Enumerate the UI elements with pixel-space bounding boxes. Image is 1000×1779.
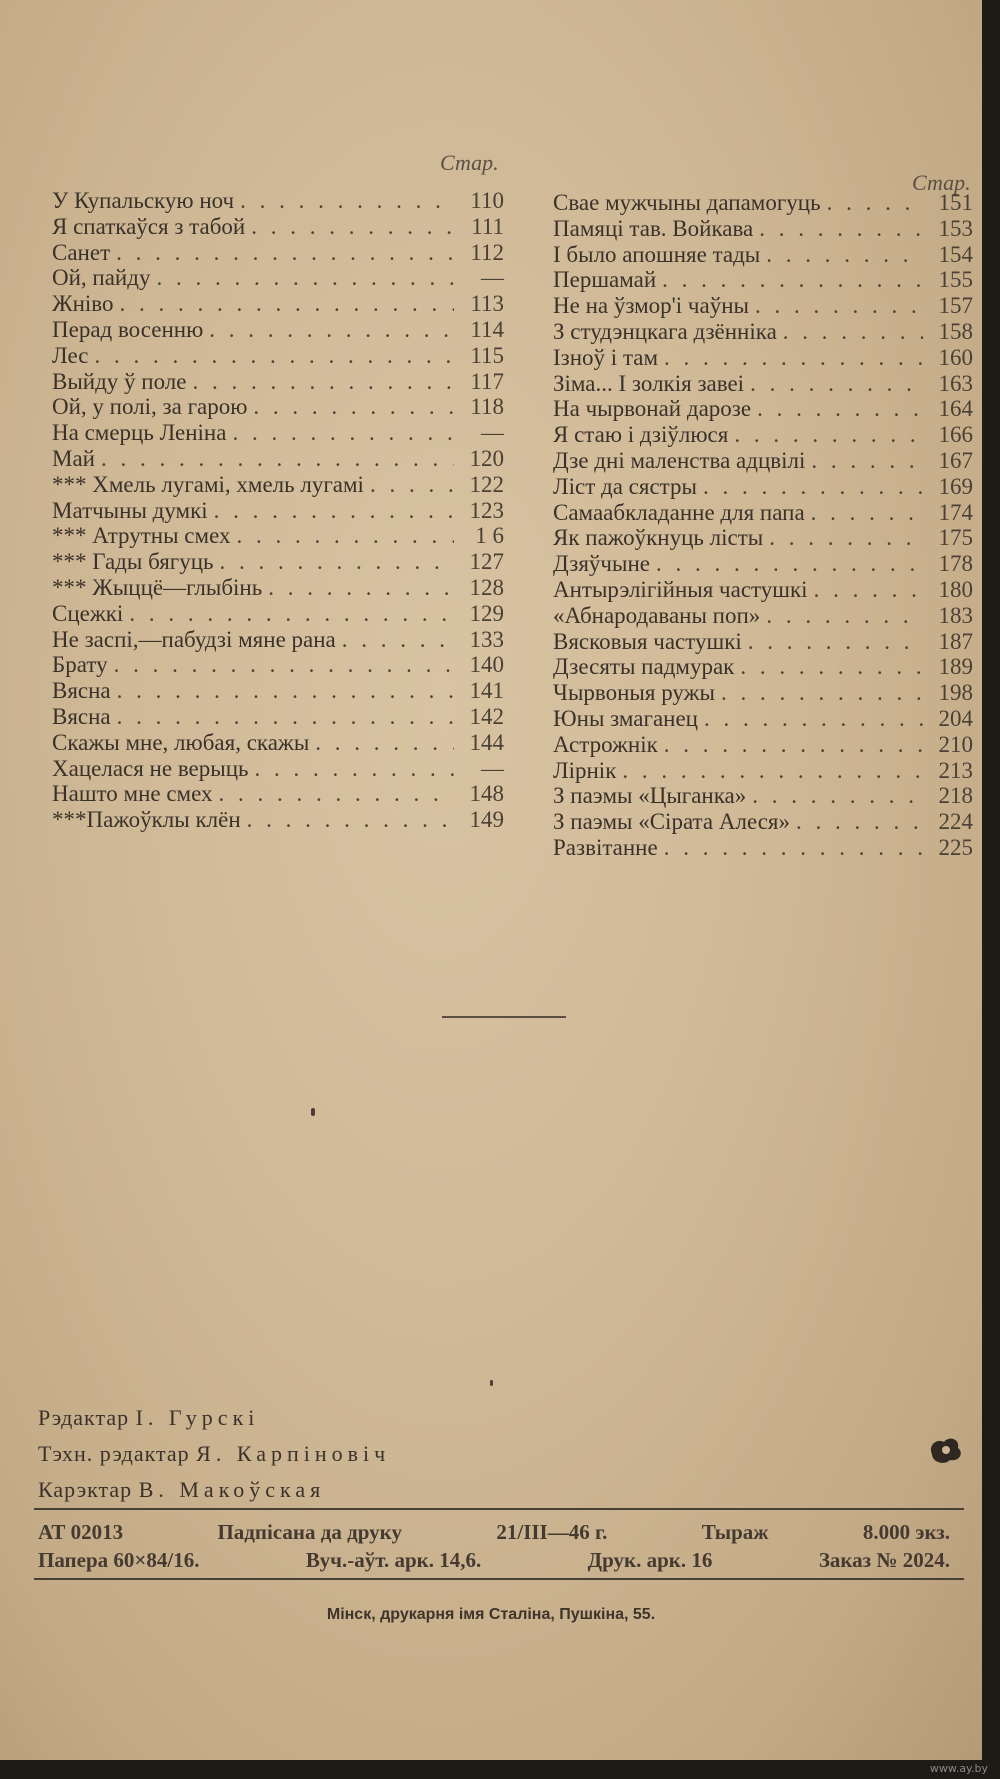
toc-entry-page: —: [481, 265, 504, 291]
toc-entry: [553, 525, 973, 551]
toc-entry-title: Астрожнік: [553, 731, 658, 757]
toc-leader-dots: [232, 420, 454, 446]
toc-leader-dots: [740, 654, 923, 680]
toc-entry: [52, 730, 504, 756]
toc-entry-title: З паэмы «Сірата Алеся»: [553, 809, 791, 835]
toc-entry: [52, 756, 504, 782]
toc-leader-dots: [247, 807, 454, 833]
toc-leader-dots: [662, 267, 923, 293]
toc-entry-title: Дзесяты падмурак: [553, 654, 735, 680]
toc-entry-title: Хацелася не верыць: [52, 755, 249, 781]
toc-leader-dots: [101, 446, 454, 472]
toc-entry-title: Перад восенню: [52, 316, 204, 342]
toc-entry-page: 148: [469, 781, 504, 807]
imprint-field: Тыраж: [701, 1520, 769, 1544]
toc-leader-dots: [664, 835, 923, 861]
toc-entry-title: На чырвонай дарозе: [553, 396, 752, 422]
toc-leader-dots: [94, 343, 454, 369]
toc-leader-dots: [156, 265, 454, 291]
toc-entry-title: Санет: [52, 239, 111, 265]
credit-name: В. Макоўская: [138, 1477, 326, 1502]
toc-leader-dots: [116, 240, 454, 266]
toc-leader-dots: [796, 809, 923, 835]
toc-entry: [553, 654, 973, 680]
toc-entry-title: *** Хмель лугамі, хмель лугамі: [52, 471, 364, 497]
imprint-field: АТ 02013: [38, 1520, 124, 1544]
toc-entry-title: Зіма... І золкія завеі: [553, 370, 745, 396]
toc-entry-page: 141: [469, 678, 504, 704]
toc-entry-title: Дзяўчыне: [553, 551, 650, 577]
credit-label: Карэктар: [38, 1477, 133, 1502]
toc-entry: [52, 549, 504, 575]
toc-entry-title: Я стаю і дзіўлюся: [553, 422, 729, 448]
toc-leader-dots: [734, 422, 923, 448]
toc-entry-title: Антырэлігійныя частушкі: [553, 576, 808, 602]
toc-entry-page: 158: [938, 318, 973, 344]
toc-entry-page: 169: [938, 473, 973, 499]
toc-entry: [52, 394, 504, 420]
toc-entry-title: Самаабкладанне для папа: [553, 499, 805, 525]
toc-entry-page: 144: [469, 729, 504, 755]
toc-entry: [52, 807, 504, 833]
toc-entry-page: 198: [938, 680, 973, 706]
toc-entry-page: 140: [469, 652, 504, 678]
toc-leader-dots: [236, 523, 454, 549]
toc-entry-title: Нашто мне смех: [52, 781, 213, 807]
toc-entry-title: Ліст да сястры: [553, 473, 697, 499]
toc-leader-dots: [370, 472, 454, 498]
toc-entry-page: 142: [469, 703, 504, 729]
toc-entry-title: Лірнік: [553, 757, 617, 783]
page-column-header-left: Стар.: [440, 150, 499, 175]
toc-leader-dots: [255, 756, 454, 782]
toc-entry: [553, 603, 973, 629]
toc-entry: [553, 835, 973, 861]
toc-entry: [52, 188, 504, 214]
toc-entry-page: 160: [938, 344, 973, 370]
imprint-rule-bottom: [34, 1578, 964, 1580]
toc-entry: [553, 319, 973, 345]
credit-editor: [38, 1400, 390, 1436]
toc-entry-page: 115: [470, 342, 504, 368]
toc-entry-title: Ой, пайду: [52, 265, 151, 291]
toc-entry: [553, 242, 973, 268]
toc-entry-title: *** Атрутны смех: [52, 523, 231, 549]
toc-right-column: [553, 190, 973, 861]
toc-entry-title: Чырвоныя ружы: [553, 680, 715, 706]
toc-entry-page: 213: [938, 757, 973, 783]
toc-leader-dots: [664, 345, 923, 371]
credits-block: [38, 1400, 390, 1508]
toc-leader-dots: [220, 549, 454, 575]
toc-leader-dots: [315, 730, 454, 756]
toc-entry-title: У Купальскую ноч: [52, 188, 235, 213]
toc-leader-dots: [342, 627, 454, 653]
toc-leader-dots: [656, 551, 923, 577]
toc-leader-dots: [755, 293, 923, 319]
imprint-field: Папера 60×84/16.: [38, 1548, 200, 1572]
toc-entry: [52, 652, 504, 678]
imprint-line-1: [38, 1520, 950, 1545]
toc-entry-title: Вясна: [52, 678, 111, 704]
toc-entry: [52, 420, 504, 446]
toc-leader-dots: [117, 704, 454, 730]
imprint-line-2: [38, 1548, 950, 1573]
credit-label: Рэдактар: [38, 1405, 130, 1430]
toc-leader-dots: [757, 396, 923, 422]
toc-entry-title: І было апошняе тады: [553, 241, 761, 267]
toc-entry-page: 129: [469, 600, 504, 626]
toc-leader-dots: [253, 394, 454, 420]
credit-label: Тэхн. рэдактар: [38, 1441, 190, 1466]
toc-entry: [52, 472, 504, 498]
toc-entry: [553, 500, 973, 526]
toc-entry: [553, 190, 973, 216]
toc-entry: [553, 371, 973, 397]
toc-entry: [553, 422, 973, 448]
toc-entry-title: Памяці тав. Войкава: [553, 215, 754, 241]
toc-entry: [52, 291, 504, 317]
watermark: www.ay.by: [929, 1762, 988, 1775]
toc-entry-page: 155: [938, 267, 973, 293]
toc-entry-title: Юны змаганец: [553, 705, 698, 731]
credit-name: І. Гурскі: [135, 1405, 260, 1430]
toc-entry: [52, 265, 504, 291]
toc-leader-dots: [251, 214, 454, 240]
toc-entry-title: Дзе дні маленства адцвілі: [553, 447, 806, 473]
toc-entry-page: 151: [938, 190, 973, 215]
toc-leader-dots: [209, 317, 454, 343]
toc-entry-title: Выйду ў поле: [52, 368, 187, 394]
imprint-field: 21/III—46 г.: [496, 1520, 608, 1544]
toc-leader-dots: [783, 319, 923, 345]
toc-entry-title: Май: [52, 445, 95, 471]
toc-entry: [52, 704, 504, 730]
toc-entry-page: 149: [469, 807, 504, 833]
toc-entry-page: 1 6: [475, 523, 504, 549]
toc-leader-dots: [814, 577, 923, 603]
toc-leader-dots: [748, 629, 923, 655]
toc-entry-title: Не на ўзмор'і чаўны: [553, 293, 749, 319]
toc-entry-title: З паэмы «Цыганка»: [553, 783, 747, 809]
toc-leader-dots: [704, 706, 923, 732]
toc-entry-title: *** Гады бягуць: [52, 549, 214, 575]
toc-entry: [553, 783, 973, 809]
printer-mark-icon: [926, 1432, 966, 1466]
toc-entry-page: —: [481, 755, 504, 781]
imprint-rule-top: [34, 1508, 964, 1510]
toc-entry-page: 110: [470, 188, 504, 213]
toc-entry-title: Развітанне: [553, 834, 658, 860]
toc-entry: [52, 446, 504, 472]
toc-entry-title: Вясна: [52, 703, 111, 729]
toc-entry-title: Ой, у полі, за гарою: [52, 394, 248, 420]
toc-leader-dots: [721, 680, 923, 706]
toc-entry-title: Я спаткаўся з табой: [52, 213, 246, 239]
toc-leader-dots: [766, 603, 923, 629]
imprint-field: Вуч.-аўт. арк. 14,6.: [305, 1548, 482, 1572]
toc-leader-dots: [811, 448, 923, 474]
toc-entry-page: 183: [938, 602, 973, 628]
toc-entry-page: 114: [470, 316, 504, 342]
toc-entry: [52, 214, 504, 240]
toc-leader-dots: [129, 601, 454, 627]
toc-entry-page: 175: [938, 525, 973, 551]
toc-entry: [553, 680, 973, 706]
toc-entry-page: 224: [938, 809, 973, 835]
toc-entry-title: Ізноў і там: [553, 344, 659, 370]
toc-leader-dots: [766, 242, 923, 268]
toc-leader-dots: [759, 216, 923, 242]
toc-left-column: [52, 188, 504, 833]
toc-entry-title: Сцежкі: [52, 600, 124, 626]
credit-tech-editor: [38, 1436, 390, 1472]
toc-entry: [52, 498, 504, 524]
toc-entry-title: Не заспі,—пабудзі мяне рана: [52, 626, 336, 652]
imprint-field: Заказ № 2024.: [818, 1548, 950, 1572]
toc-entry-title: *** Жыццё—глыбінь: [52, 574, 263, 600]
toc-entry-page: 120: [469, 445, 504, 471]
toc-entry: [553, 448, 973, 474]
printing-house-line: Мінск, друкарня імя Сталіна, Пушкіна, 55.: [326, 1606, 656, 1623]
toc-entry: [553, 474, 973, 500]
toc-entry-page: 180: [938, 576, 973, 602]
toc-entry-title: Першамай: [553, 267, 657, 293]
toc-entry-page: —: [481, 420, 504, 446]
toc-entry-page: 133: [469, 626, 504, 652]
toc-entry: [52, 240, 504, 266]
toc-entry: [52, 601, 504, 627]
toc-leader-dots: [827, 190, 923, 216]
toc-entry: [553, 732, 973, 758]
toc-entry: [553, 267, 973, 293]
toc-leader-dots: [214, 498, 454, 524]
toc-entry-title: «Абнародаваны поп»: [553, 602, 761, 628]
toc-entry: [52, 317, 504, 343]
toc-leader-dots: [752, 783, 923, 809]
toc-entry: [52, 343, 504, 369]
toc-entry: [52, 575, 504, 601]
toc-entry: [553, 706, 973, 732]
toc-entry-page: 210: [938, 731, 973, 757]
toc-entry-page: 113: [470, 291, 504, 317]
toc-entry-page: 112: [470, 239, 504, 265]
toc-entry-title: Лес: [52, 342, 89, 368]
toc-entry-title: Матчыны думкі: [52, 497, 208, 523]
toc-entry: [553, 758, 973, 784]
credit-name: Я. Карпіновіч: [196, 1441, 391, 1466]
imprint-field: Падпісана да друку: [217, 1520, 402, 1544]
toc-entry-page: 187: [938, 628, 973, 654]
toc-entry-page: 127: [469, 549, 504, 575]
toc-leader-dots: [120, 291, 454, 317]
toc-entry-title: На смерць Леніна: [52, 420, 227, 446]
toc-entry-page: 157: [938, 293, 973, 319]
toc-entry-page: 225: [938, 834, 973, 860]
toc-entry-title: Брату: [52, 652, 108, 678]
toc-entry-page: 189: [938, 654, 973, 680]
toc-leader-dots: [268, 575, 454, 601]
toc-entry-page: 218: [938, 783, 973, 809]
toc-entry-title: Жніво: [52, 291, 114, 317]
toc-entry-page: 153: [938, 215, 973, 241]
toc-entry-title: ***Пажоўклы клён: [52, 807, 241, 833]
toc-entry-page: 166: [938, 422, 973, 448]
toc-leader-dots: [117, 678, 454, 704]
toc-leader-dots: [664, 732, 923, 758]
toc-entry: [553, 629, 973, 655]
toc-entry-page: 178: [938, 551, 973, 577]
toc-entry-page: 123: [469, 497, 504, 523]
toc-leader-dots: [622, 758, 923, 784]
toc-entry-page: 128: [469, 574, 504, 600]
section-divider: [442, 1016, 566, 1018]
toc-entry: [52, 627, 504, 653]
toc-entry: [553, 293, 973, 319]
toc-entry: [553, 809, 973, 835]
toc-entry: [52, 369, 504, 395]
toc-entry: [52, 781, 504, 807]
toc-entry-title: Як пажоўкнуць лісты: [553, 525, 764, 551]
ink-speck: [490, 1380, 493, 1386]
toc-entry-title: Вясковыя частушкі: [553, 628, 742, 654]
toc-entry-page: 164: [938, 396, 973, 422]
toc-leader-dots: [240, 188, 454, 214]
toc-entry: [553, 345, 973, 371]
credit-corrector: [38, 1472, 390, 1508]
toc-entry-page: 154: [938, 241, 973, 267]
toc-entry-title: З студэнцкага дзённіка: [553, 318, 777, 344]
toc-entry-title: Скажы мне, любая, скажы: [52, 729, 310, 755]
toc-entry-page: 118: [470, 394, 504, 420]
toc-entry-page: 174: [938, 499, 973, 525]
toc-entry-page: 117: [470, 368, 504, 394]
ink-speck: [311, 1108, 315, 1116]
toc-leader-dots: [769, 525, 923, 551]
toc-entry-page: 122: [469, 471, 504, 497]
toc-entry: [553, 577, 973, 603]
toc-entry: [52, 523, 504, 549]
toc-leader-dots: [703, 474, 923, 500]
toc-entry-page: 163: [938, 370, 973, 396]
imprint-field: Друк. арк. 16: [587, 1548, 713, 1572]
toc-leader-dots: [811, 500, 923, 526]
toc-leader-dots: [219, 781, 454, 807]
page-column-header-right: Стар.: [912, 170, 971, 195]
imprint-field: 8.000 экз.: [862, 1520, 950, 1544]
toc-entry: [553, 551, 973, 577]
toc-entry: [52, 678, 504, 704]
toc-entry-page: 204: [938, 705, 973, 731]
toc-entry-title: Свае мужчыны дапамогуць: [553, 190, 821, 215]
toc-entry: [553, 396, 973, 422]
toc-leader-dots: [193, 369, 455, 395]
toc-entry-page: 167: [938, 447, 973, 473]
toc-entry-page: 111: [471, 213, 504, 239]
toc-entry: [553, 216, 973, 242]
toc-leader-dots: [750, 371, 923, 397]
toc-leader-dots: [114, 652, 454, 678]
